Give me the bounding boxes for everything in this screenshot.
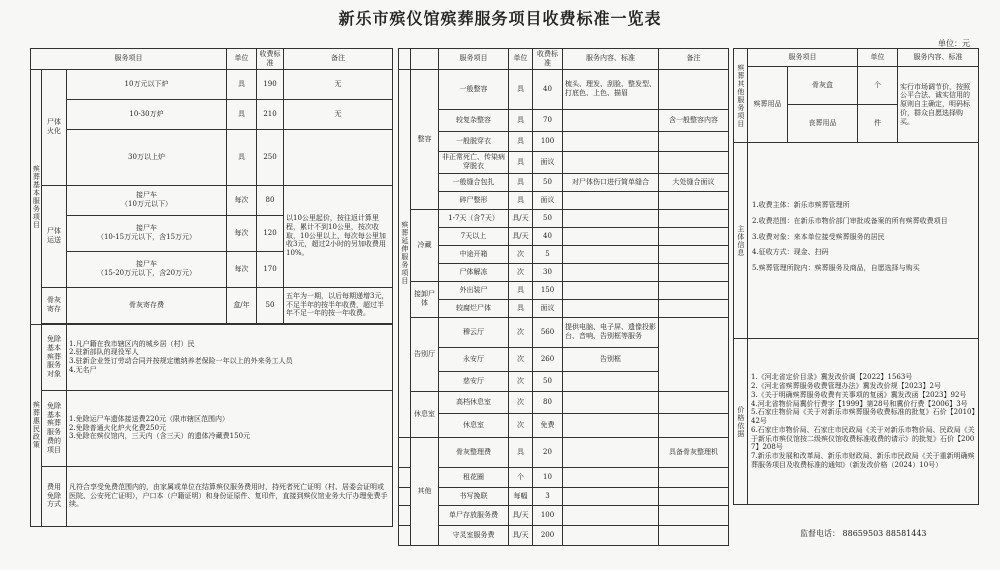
- item-content: 提供电脑、电子屏、遗像投影台、音响、告别框等服务: [563, 317, 659, 347]
- other-category: 殡葬其他服务项目: [734, 49, 748, 143]
- item-unit: 具: [509, 437, 533, 467]
- header-unit: 单位: [509, 49, 533, 70]
- transport-fee: 170: [257, 251, 284, 287]
- transport-fee: 120: [257, 215, 284, 251]
- basic-category: 殡葬基本服务项目: [31, 69, 42, 324]
- cremation-unit: 具: [227, 69, 257, 99]
- item-content: [563, 109, 659, 131]
- item-fee: 50: [533, 209, 563, 227]
- ash-fee: 50: [257, 287, 284, 323]
- item-unit: 次: [509, 371, 533, 391]
- item-fee: 5: [533, 245, 563, 263]
- item-remark: 含一般整容内容: [659, 109, 729, 131]
- item-fee: 100: [533, 505, 563, 525]
- header-remark: 备注: [659, 49, 729, 70]
- cremation-unit: 具: [227, 129, 257, 185]
- cremation-unit: 具: [227, 99, 257, 129]
- item-unit: 具: [509, 69, 533, 109]
- header-unit: 单位: [858, 49, 898, 67]
- subject-content: 1.收费主体：新乐市殡葬管理所 2.收费范围：在新乐市物价部门审批或备案的所有殡葬收费项目 3.收费对象：来本单位接受殡葬服务的居民 4.征收方式：现金、扫码 5.殡葬管理所院内：殡葬服务及商品，自愿选择与购买: [748, 143, 979, 339]
- item-fee: 150: [533, 281, 563, 299]
- other-services-table: [733, 48, 979, 505]
- item-remark: [659, 151, 729, 173]
- group-label: 接卸尸体: [411, 281, 439, 317]
- supply-name: 骨灰盒: [788, 67, 858, 105]
- item-fee: 40: [533, 227, 563, 245]
- header-remark: 备注: [284, 49, 393, 70]
- item-name: 碎尸整形: [439, 191, 509, 209]
- item-unit: 具/天: [509, 227, 533, 245]
- cremation-fee: 190: [257, 69, 284, 99]
- basis-label: 价格依据: [734, 339, 748, 505]
- item-unit: 次: [509, 317, 533, 347]
- item-fee: 面议: [533, 191, 563, 209]
- transport-unit: 每次: [227, 215, 257, 251]
- item-name: 高档休息室: [439, 391, 509, 413]
- item-remark: [659, 69, 729, 109]
- item-fee: 30: [533, 263, 563, 281]
- item-fee: 3: [533, 487, 563, 505]
- item-unit: 具/天: [509, 505, 533, 525]
- relief-items-content: 1.免除运尸车遗体接送费220元（限市辖区范围内） 2.免除普通火化炉火化费250元 3.免除在殡仪馆内，三天内（含三天）的遗体冷藏费150元: [67, 390, 393, 466]
- supply-name: 丧葬用品: [788, 105, 858, 143]
- item-name: 一般整容: [439, 69, 509, 109]
- item-remark: 具备骨灰整理机: [659, 437, 729, 467]
- basis-content: 1.《河北省定价目录》冀发改价调【2022】1563号 2.《河北省殡葬服务收费管理办法》冀发改价规【2023】2号 3.《关于明确殡葬服务收费有关事项的复函》冀发改函【2023】92号 4.河北省物价局冀价行费字【1999】第28号和冀价行费【2006】3号 5.石家庄物价局《关于对新乐市殡葬服务收费标准的批复》石价【2010】42号 6.石家庄市物价局、石家庄市民政局《关于对新乐市物价局、民政局《关于新乐市殡仪馆按二级殡仪馆收费标准收费的请示》的批复》石价【2007】208号 7.新乐市发展和改革局、新乐市财政局、新乐市民政局《关于重新明确殡葬服务项目及收费标准的通知》（新发改价格（2024）10号）: [748, 339, 979, 505]
- item-content: [563, 371, 659, 391]
- group-label: 冷藏: [411, 209, 439, 281]
- item-name: 较腐烂尸体: [439, 299, 509, 317]
- item-remark: [659, 191, 729, 209]
- item-name: 较复杂整容: [439, 109, 509, 131]
- cremation-remark: [284, 129, 393, 185]
- unit-label: 单位：元: [938, 39, 970, 48]
- header-content: 服务内容、标准: [563, 49, 659, 70]
- transport-unit: 每次: [227, 251, 257, 287]
- item-fee: 免费: [533, 413, 563, 437]
- subject-label: 主体信息: [734, 143, 748, 339]
- cremation-fee: 210: [257, 99, 284, 129]
- relief-method-label: 费用免除方式: [42, 466, 67, 526]
- item-unit: 具: [509, 131, 533, 151]
- transport-name: 接尸车 （10-15万元以下，含15万元）: [67, 215, 227, 251]
- item-name: 永安厅: [439, 347, 509, 371]
- item-fee: 面议: [533, 299, 563, 317]
- relief-target-label: 免除基本殡葬服务对象: [42, 324, 67, 390]
- cremation-remark: 无: [284, 69, 393, 99]
- supervision-phone: 监督电话： 88659503 88581443: [800, 529, 927, 538]
- item-fee: 100: [533, 131, 563, 151]
- group-label: 整容: [411, 69, 439, 209]
- item-name: 一般脱穿衣: [439, 131, 509, 151]
- item-fee: 260: [533, 347, 563, 371]
- item-unit: 具: [509, 151, 533, 173]
- relief-target-content: 1.凡户籍在我市辖区内的城乡居（村）民 2.驻新部队的现役军人 3.驻新企业签订劳动合同并按规定缴纳养老保险一年以上的外来务工人员 4.无名尸: [67, 324, 393, 390]
- item-name: 单尸存放服务费: [439, 505, 509, 525]
- item-unit: 次: [509, 263, 533, 281]
- item-fee: 40: [533, 69, 563, 109]
- group-label: 其他: [411, 437, 439, 545]
- ash-unit: 盒/年: [227, 287, 257, 323]
- item-name: 一般缝合包扎: [439, 173, 509, 191]
- item-name: 尸体解冻: [439, 263, 509, 281]
- item-remark: 大处缝合面议: [659, 173, 729, 191]
- header-fee: 收费标准: [533, 49, 563, 70]
- item-unit: 具/天: [509, 209, 533, 227]
- item-remark: [659, 131, 729, 151]
- relief-method-content: 凡符合享受免费范围内的，由家属或单位在结算殡仪服务费用时，持死者死亡证明（村、居委会证明或医院、公安死亡证明），户口本（户籍证明）和身份证原件、复印件，直接到殡仪馆业务大厅办理免费手续。: [67, 466, 393, 526]
- item-unit: 次: [509, 413, 533, 437]
- transport-label: 尸体运送: [42, 185, 67, 287]
- item-unit: 具: [509, 109, 533, 131]
- page-title: 新乐市殡仪馆殡葬服务项目收费标准一览表: [338, 9, 662, 28]
- supplies-label: 殡葬用品: [748, 67, 788, 143]
- item-name: 守灵室服务费: [439, 525, 509, 545]
- item-unit: 具/天: [509, 525, 533, 545]
- cremation-remark: 无: [284, 99, 393, 129]
- cremation-fee: 250: [257, 129, 284, 185]
- supply-content: 实行市场调节价，按照公平合法、诚实信用的原则自主确定，明码标价，群众自愿选择购买。: [898, 67, 979, 143]
- ash-remark: 五年为一期，以后每期递增3元，不足半年的按半年收费，超过半年不足一年的按一年收费。: [284, 287, 393, 323]
- item-name: 书写挽联: [439, 487, 509, 505]
- ash-label: 骨灰寄存: [42, 287, 67, 323]
- item-fee: 50: [533, 173, 563, 191]
- item-name: 休息室: [439, 413, 509, 437]
- item-fee: 50: [533, 371, 563, 391]
- item-name: 租花圈: [439, 467, 509, 487]
- transport-name: 接尸车 （15-20万元以下，含20万元）: [67, 251, 227, 287]
- item-name: 中途开箱: [439, 245, 509, 263]
- header-service: 服务项目: [31, 49, 227, 70]
- item-unit: 次: [509, 245, 533, 263]
- item-unit: 具: [509, 173, 533, 191]
- item-name: 骨灰整理费: [439, 437, 509, 467]
- transport-unit: 每次: [227, 185, 257, 215]
- group-label: 告别厅: [411, 317, 439, 391]
- cremation-name: 10万元以下炉: [67, 69, 227, 99]
- item-content: [563, 191, 659, 209]
- item-unit: 次: [509, 347, 533, 371]
- item-name: 穆云厅: [439, 317, 509, 347]
- item-fee: 20: [533, 437, 563, 467]
- item-name: 慈安厅: [439, 371, 509, 391]
- item-unit: 具: [509, 191, 533, 209]
- header-unit: 单位: [227, 49, 257, 70]
- transport-remark: 以10公里起价，按往返计算里程，累计不到10公里，按次收取，10公里以上，每次每公里加收3元，超过2小时的另加收费用10%。: [284, 185, 393, 287]
- item-fee: 200: [533, 525, 563, 545]
- supply-unit: 个: [858, 67, 898, 105]
- item-content: 梳头、理发、刮脸、整发型、打底色、上色、描眉: [563, 69, 659, 109]
- item-unit: 具: [509, 281, 533, 299]
- item-content: 对尸体伤口进行简单缝合: [563, 173, 659, 191]
- cremation-label: 尸体火化: [42, 69, 67, 185]
- basic-services-table: [30, 48, 393, 527]
- item-content: [563, 131, 659, 151]
- transport-name: 接尸车 （10万元以下）: [67, 185, 227, 215]
- item-name: 1-7天（含7天）: [439, 209, 509, 227]
- supply-unit: 件: [858, 105, 898, 143]
- group-label: 休息室: [411, 391, 439, 437]
- item-unit: 每幅: [509, 487, 533, 505]
- item-fee: 70: [533, 109, 563, 131]
- header-service: 服务项目: [748, 49, 858, 67]
- item-unit: 具: [509, 299, 533, 317]
- item-fee: 面议: [533, 151, 563, 173]
- item-name: 非正常死亡、传染病穿脱衣: [439, 151, 509, 173]
- extended-category: 殡葬延伸服务项目: [399, 69, 411, 437]
- relief-category: 殡葬惠民政策: [31, 324, 42, 526]
- item-fee: 10: [533, 467, 563, 487]
- cremation-name: 10-30万炉: [67, 99, 227, 129]
- item-content: 告别框: [563, 347, 659, 371]
- item-name: 7天以上: [439, 227, 509, 245]
- extended-services-table: [398, 48, 729, 546]
- item-unit: 次: [509, 391, 533, 413]
- transport-fee: 80: [257, 185, 284, 215]
- item-content: [563, 151, 659, 173]
- header-service: 服务项目: [439, 49, 509, 70]
- item-fee: 80: [533, 391, 563, 413]
- item-name: 外出装尸: [439, 281, 509, 299]
- header-fee: 收费标准: [257, 49, 284, 70]
- item-fee: 560: [533, 317, 563, 347]
- header-content: 服务内容、标准: [898, 49, 979, 67]
- ash-name: 骨灰寄存费: [67, 287, 227, 323]
- item-unit: 个: [509, 467, 533, 487]
- relief-items-label: 免除基本殡葬服务费的项目: [42, 390, 67, 466]
- cremation-name: 30万以上炉: [67, 129, 227, 185]
